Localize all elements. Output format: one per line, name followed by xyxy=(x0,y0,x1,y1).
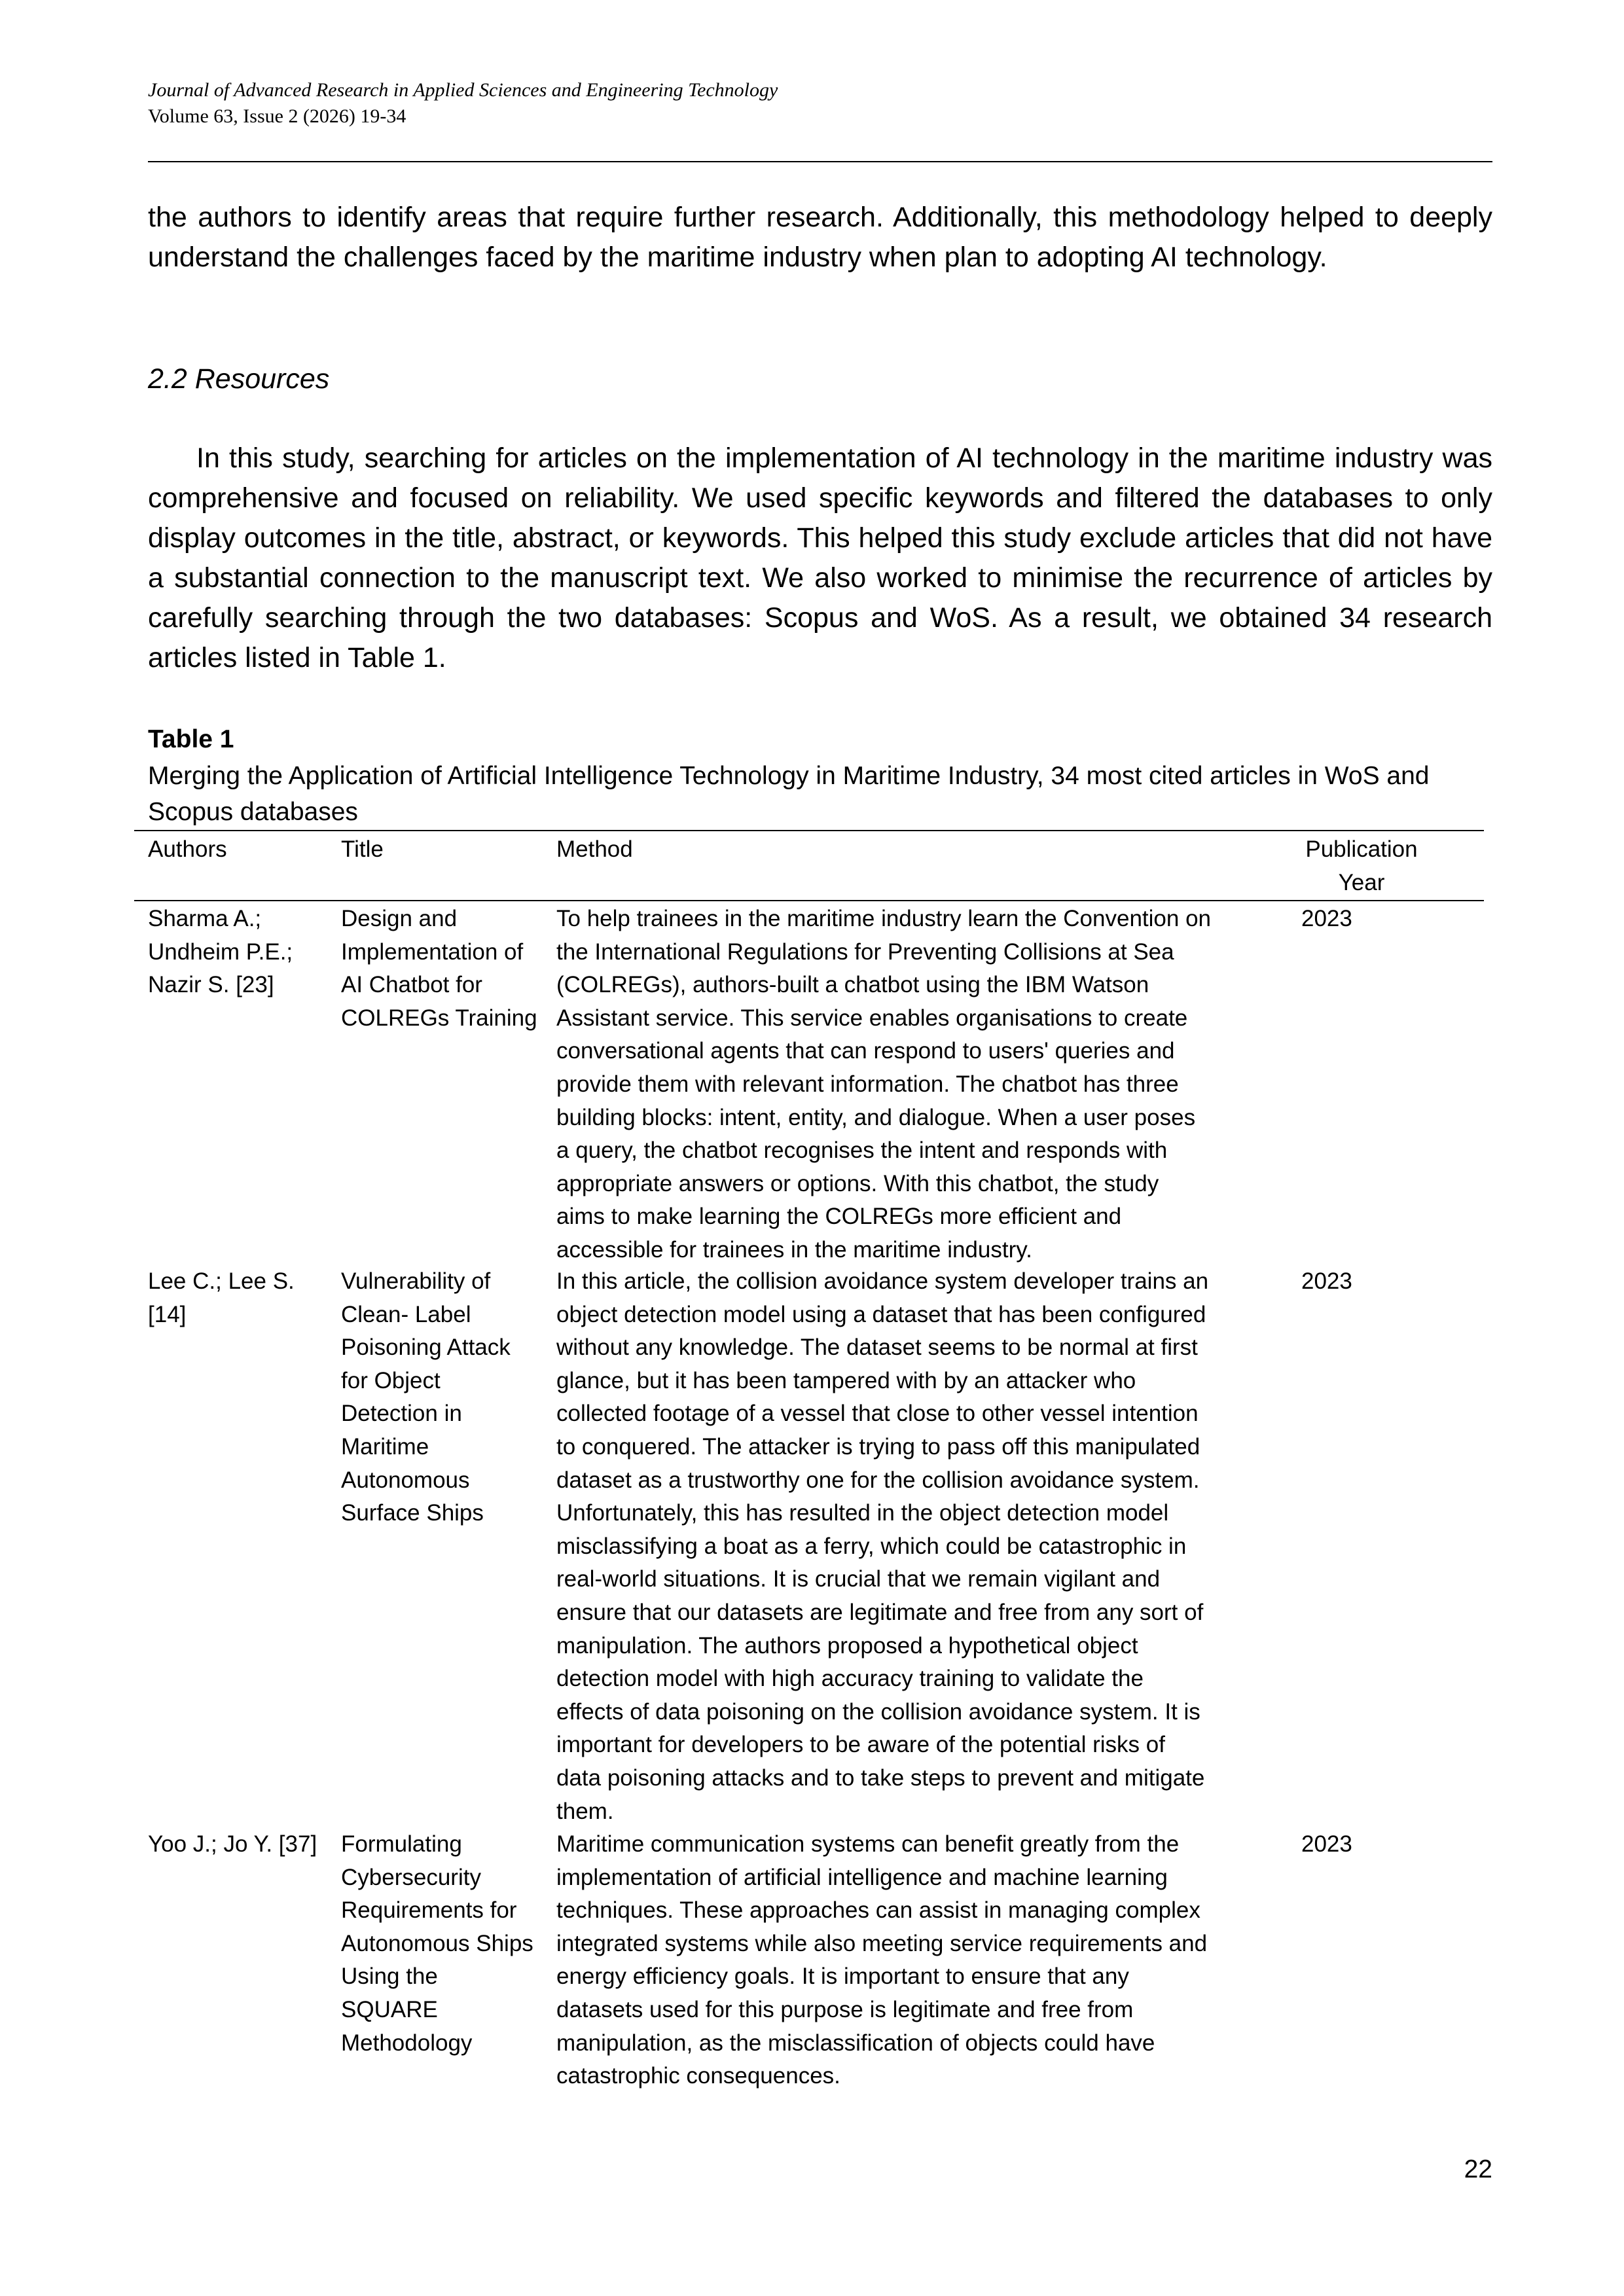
cell-title: Design and Implementation of AI Chatbot for COLREGs Training xyxy=(341,906,537,1031)
header-title: Title xyxy=(341,836,384,862)
header-publication-year: Publication Year xyxy=(1305,836,1418,895)
header-divider xyxy=(148,161,1492,162)
journal-volume: Volume 63, Issue 2 (2026) 19-34 xyxy=(148,105,406,127)
running-header xyxy=(148,77,1483,130)
cell-method: To help trainees in the maritime industry learn the Convention on the International Regulations for Preventing Collisions at Sea (COLREGs), authors-built a chatbot using the IBM Watson Assistant service. This service enables organisations to create conversational agents that can respond to users' queries and provide them with relevant information. The chatbot has three building blocks: intent, entity, and dialogue. When a user poses a query, the chatbot recognises the intent and responds with appropriate answers or options. With this chatbot, the study aims to make learning the COLREGs more efficient and accessible for trainees in the maritime industry. xyxy=(556,906,1211,1263)
cell-year: 2023 xyxy=(1301,1831,1352,1857)
table-caption: Merging the Application of Artificial Intelligence Technology in Maritime Industry, 34 most cited articles in WoS and Scopus databases xyxy=(148,762,1430,826)
table-row xyxy=(134,901,1484,1264)
table-row xyxy=(134,1827,1484,2128)
header-authors: Authors xyxy=(148,836,227,862)
cell-title: Vulnerability of Clean- Label Poisoning Attack for Object Detection in Maritime Autonomous Surface Ships xyxy=(341,1268,511,1526)
paragraph-resources: In this study, searching for articles on the implementation of AI technology in the maritime industry was comprehensive and focused on reliability. We used specific keywords and filtered the databases to only display outcomes in the title, abstract, or keywords. This helped this study exclude articles that did not have a substantial connection to the manuscript text. We also worked to minimise the recurrence of articles by carefully searching through the two databases: Scopus and WoS. As a result, we obtained 34 research articles listed in Table 1. xyxy=(148,442,1492,673)
header-method: Method xyxy=(556,836,633,862)
table-header-row xyxy=(134,830,1484,901)
paragraph-continuation: the authors to identify areas that require further research. Additionally, this methodology helped to deeply understand the challenges faced by the maritime industry when plan to adopting AI technology. xyxy=(148,202,1492,273)
cell-method: In this article, the collision avoidance system developer trains an object detection model using a dataset that has been configured without any knowledge. The dataset seems to be normal at first glance, but it has been tampered with by an attacker who collected footage of a vessel that close to other vessel intention to conquered. The attacker is trying to pass off this manipulated dataset as a trustworthy one for the collision avoidance system. Unfortunately, this has resulted in the object detection model misclassifying a boat as a ferry, which could be catastrophic in real-world situations. It is crucial that we remain vigilant and ensure that our datasets are legitimate and free from any sort of manipulation. The authors proposed a hypothetical object detection model with high accuracy training to validate the effects of data poisoning on the collision avoidance system. It is important for developers to be aware of the potential risks of data poisoning attacks and to take steps to prevent and mitigate them. xyxy=(556,1268,1209,1824)
cell-authors: Yoo J.; Jo Y. [37] xyxy=(148,1831,317,1857)
table-label: Table 1 xyxy=(148,725,234,753)
cell-authors: Sharma A.; Undheim P.E.; Nazir S. [23] xyxy=(148,906,293,998)
cell-method: Maritime communication systems can benefit greatly from the implementation of artificial intelligence and machine learning techniques. These approaches can assist in managing complex integrated systems while also meeting service requirements and energy efficiency goals. It is important to ensure that any datasets used for this purpose is legitimate and free from manipulation, as the misclassification of objects could have catastrophic consequences. xyxy=(556,1831,1208,2089)
table-row xyxy=(134,1264,1484,1827)
page-number: 22 xyxy=(1464,2155,1492,2183)
cell-year: 2023 xyxy=(1301,1268,1352,1294)
cell-title: Formulating Cybersecurity Requirements for Autonomous Ships Using the SQUARE Methodology xyxy=(341,1831,533,2056)
articles-table xyxy=(134,830,1484,2128)
section-heading: 2.2 Resources xyxy=(148,363,330,395)
cell-year: 2023 xyxy=(1301,906,1352,931)
cell-authors: Lee C.; Lee S. [14] xyxy=(148,1268,295,1327)
journal-title: Journal of Advanced Research in Applied Sciences and Engineering Technology xyxy=(148,79,778,101)
